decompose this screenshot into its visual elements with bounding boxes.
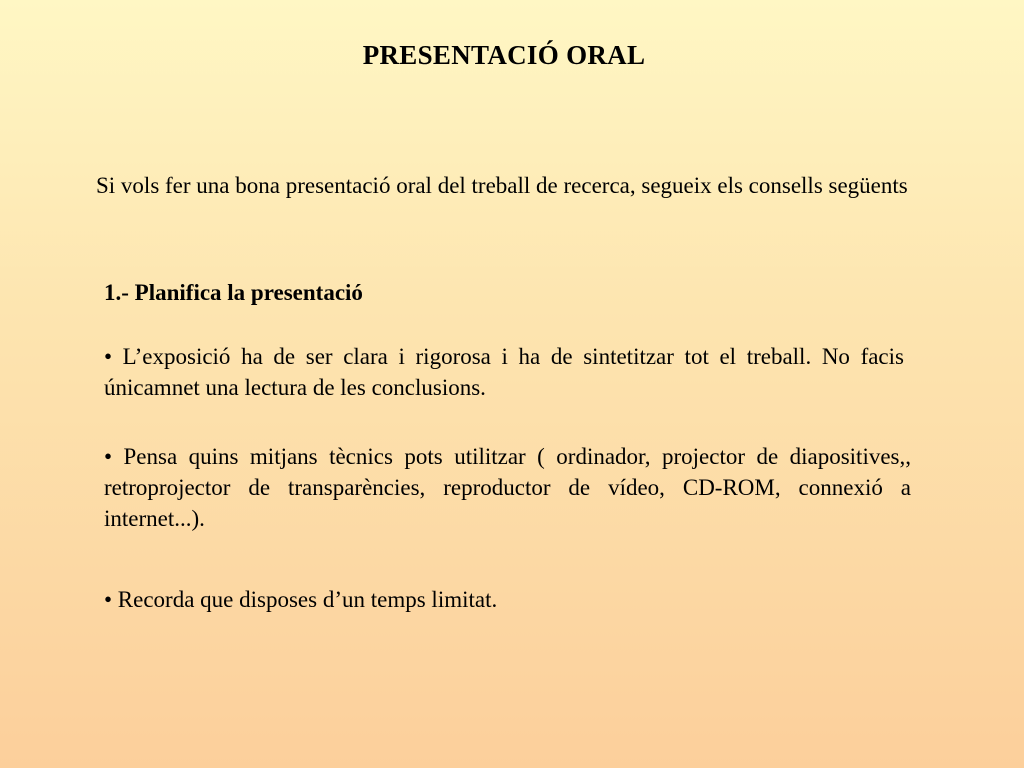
- bullet-item: • Recorda que disposes d’un temps limitat.: [104, 587, 498, 612]
- bullet-item: • Pensa quins mitjans tècnics pots utilitzar ( ordinador, projector de diapositives,, retroprojector de transparències, reproductor de vídeo, CD-ROM, connexió a internet...).: [104, 444, 911, 531]
- slide-title: PRESENTACIÓ ORAL: [362, 40, 646, 70]
- intro-paragraph: Si vols fer una bona presentació oral del treball de recerca, segueix els consells següents: [96, 173, 908, 198]
- bullet-item: • L’exposició ha de ser clara i rigorosa i ha de sintetitzar tot el treball. No facis únicamnet una lectura de les conclusions.: [104, 344, 904, 400]
- section-heading: 1.- Planifica la presentació: [104, 280, 363, 305]
